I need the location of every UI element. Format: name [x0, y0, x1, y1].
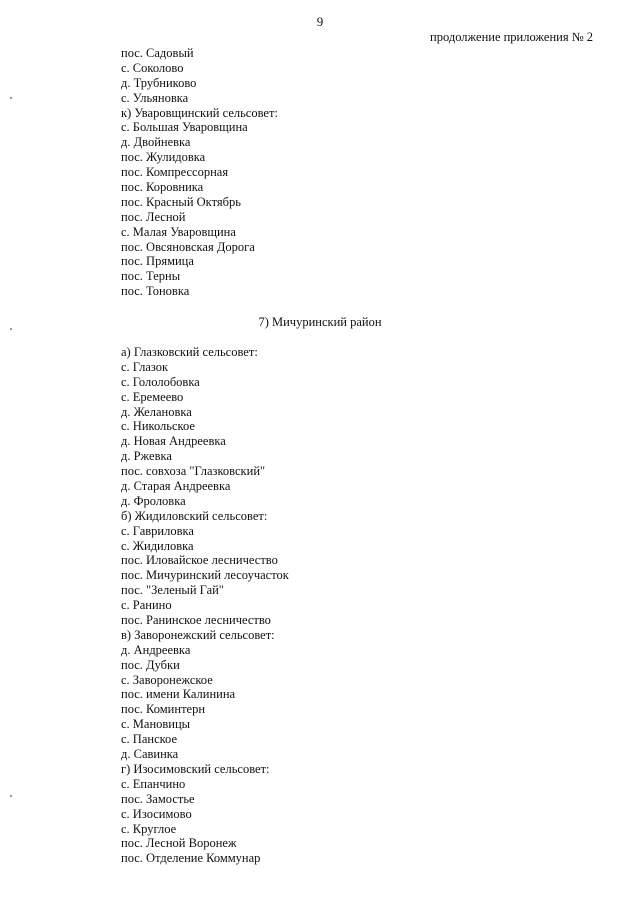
list-item: д. Трубниково	[121, 75, 197, 90]
list-item: с. Гололобовка	[121, 374, 200, 389]
list-item: с. Глазок	[121, 359, 169, 374]
list-item: д. Желановка	[121, 404, 192, 419]
list-item: с. Епанчино	[121, 776, 186, 791]
scan-margin-mark	[10, 97, 12, 99]
list-item: с. Большая Уваровщина	[121, 120, 248, 135]
list-item: пос. Коровника	[121, 180, 204, 195]
list-item: пос. Жулидовка	[121, 150, 206, 165]
list-item: пос. Садовый	[121, 46, 194, 60]
list-item: пос. Ранинское лесничество	[121, 613, 271, 628]
list-item: пос. Лесной	[121, 209, 186, 224]
scan-margin-mark	[10, 328, 12, 330]
list-item: пос. Замостье	[121, 791, 195, 806]
list-item: в) Заворонежский сельсовет:	[121, 627, 275, 642]
list-item: пос. Овсяновская Дорога	[121, 239, 255, 254]
list-item: пос. Отделение Коммунар	[121, 851, 261, 866]
list-item: б) Жидиловский сельсовет:	[121, 508, 268, 523]
list-item: д. Новая Андреевка	[121, 434, 226, 449]
list-item: пос. Лесной Воронеж	[121, 836, 237, 851]
list-item: пос. "Зеленый Гай"	[121, 583, 224, 598]
list-item: д. Фроловка	[121, 493, 186, 508]
list-item: пос. Прямица	[121, 254, 194, 269]
page-number: 9	[316, 14, 324, 29]
list-item: пос. совхоза "Глазковский"	[121, 464, 266, 479]
list-item: пос. Мичуринский лесоучасток	[121, 568, 289, 583]
list-item: с. Ульяновка	[121, 90, 189, 105]
list-item: пос. Терны	[121, 269, 181, 284]
settlement-list-michurinsky	[121, 345, 289, 866]
list-item: а) Глазковский сельсовет:	[121, 345, 258, 359]
list-item: с. Гавриловка	[121, 523, 194, 538]
list-item: с. Жидиловка	[121, 538, 194, 553]
list-item: д. Двойневка	[121, 135, 191, 150]
list-item: пос. Иловайское лесничество	[121, 553, 278, 568]
list-item: д. Андреевка	[121, 642, 191, 657]
list-item: д. Старая Андреевка	[121, 479, 231, 494]
list-item: пос. Красный Октябрь	[121, 194, 241, 209]
list-item: с. Мановицы	[121, 717, 191, 732]
list-item: с. Изосимово	[121, 806, 192, 821]
section-title: 7) Мичуринский район	[258, 315, 382, 329]
list-item: с. Круглое	[121, 821, 177, 836]
list-item: с. Малая Уваровщина	[121, 224, 236, 239]
list-item: с. Еремеево	[121, 389, 184, 404]
appendix-continuation-note: продолжение приложения № 2	[430, 30, 593, 44]
list-item: д. Савинка	[121, 747, 179, 762]
list-item: к) Уваровщинский сельсовет:	[121, 105, 278, 120]
list-item: пос. Тоновка	[121, 284, 190, 299]
list-item: пос. имени Калинина	[121, 687, 236, 702]
list-item: пос. Коминтерн	[121, 702, 206, 717]
list-item: с. Никольское	[121, 419, 195, 434]
list-item: г) Изосимовский сельсовет:	[121, 761, 270, 776]
list-item: с. Заворонежское	[121, 672, 213, 687]
list-item: пос. Компрессорная	[121, 165, 229, 180]
list-item: с. Панское	[121, 732, 177, 747]
list-item: д. Ржевка	[121, 449, 172, 464]
list-item: с. Соколово	[121, 60, 184, 75]
list-item: с. Ранино	[121, 598, 172, 613]
list-item: пос. Дубки	[121, 657, 180, 672]
scan-margin-mark	[10, 795, 12, 797]
settlement-list-continued	[121, 46, 278, 299]
